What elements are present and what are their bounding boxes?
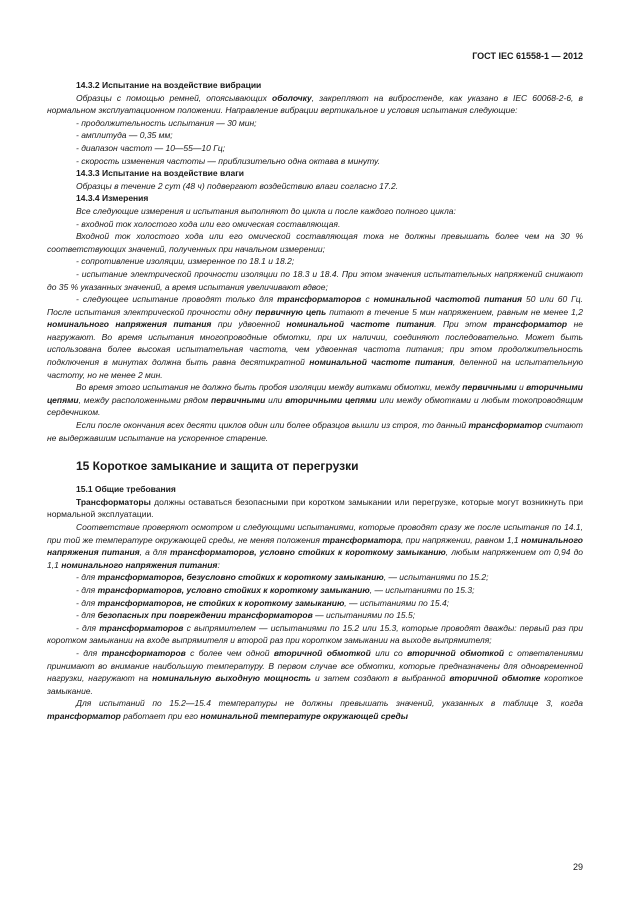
paragraph: - для безопасных при повреждении трансформаторов — испытаниями по 15.5; xyxy=(76,610,416,621)
body-text xyxy=(47,79,583,723)
subsection-heading: 14.3.4 Измерения xyxy=(76,193,149,204)
subsection-heading: 15.1 Общие требования xyxy=(76,484,176,495)
paragraph: - для трансформаторов, условно стойких к короткому замыканию, — испытаниями по 15.3; xyxy=(76,584,475,595)
paragraph: - сопротивление изоляции, измеренное по 18.1 и 18.2; xyxy=(76,256,295,267)
paragraph: - продолжительность испытания — 30 мин; xyxy=(76,117,257,128)
paragraph: - для трансформаторов с выпрямителем — испытаниями по 15.2 или 15.3, которые проводят дважды: первый раз при коротком замыкании на входе выпрямителя и второй раз при коротком замыкании на выходе выпрямителя; xyxy=(47,622,583,646)
paragraph: Во время этого испытания не должно быть пробоя изоляции между витками обмотки, между первичными и вторичными цепями, между расположенными рядом первичными или вторичными цепями или между обмотками и любым токопроводящим сердечником. xyxy=(47,382,583,418)
subsection-heading: 14.3.2 Испытание на воздействие вибрации xyxy=(76,80,262,90)
paragraph: - испытание электрической прочности изоляции по 18.3 и 18.4. При этом значения испытательных напряжений снижают до 35 % указанных значений, а время испытания увеличивают вдвое; xyxy=(47,268,583,292)
subsection-heading: 14.3.3 Испытание на воздействие влаги xyxy=(76,168,244,179)
page-number: 29 xyxy=(572,862,583,872)
paragraph: Все следующие измерения и испытания выполняют до цикла и после каждого полного цикла: xyxy=(76,205,456,216)
section-heading: 15 Короткое замыкание и защита от перегрузки xyxy=(76,459,359,474)
paragraph: Образцы с помощью ремней, опоясывающих оболочку, закрепляют на вибростенде, как указано в IEC 60068-2-6, в нормальном эксплуатационном положении. Направление вибрации вертикальное и условия испытания следующие: xyxy=(47,92,583,116)
paragraph: Трансформаторы должны оставаться безопасными при коротком замыкании или перегрузке, которые могут возникнуть при нормальной эксплуатации. xyxy=(47,496,583,520)
paragraph: Образцы в течение 2 сут (48 ч) подвергают воздействию влаги согласно 17.2. xyxy=(76,180,399,191)
paragraph: - скорость изменения частоты — приблизительно одна октава в минуту. xyxy=(76,155,381,166)
paragraph: - для трансформаторов с более чем одной вторичной обмоткой или со вторичной обмоткой с ответвлениями принимают во внимание наибольшую температуру. В первом случае все обмотки, которые предназначены для одновременной нагрузки, нагружают на номинальную выходную мощность и затем создают в выбранной вторичной обмотке короткое замыкание. xyxy=(47,647,584,696)
paragraph: - диапазон частот — 10—55—10 Гц; xyxy=(76,142,226,153)
paragraph: - входной ток холостого хода или его омическая составляющая. xyxy=(76,218,341,229)
paragraph: Если после окончания всех десяти циклов один или более образцов вышли из строя, то данный трансформатор считают не выдержавшим испытание на ускоренное старение. xyxy=(47,420,584,443)
paragraph: - для трансформаторов, безусловно стойких к короткому замыканию, — испытаниями по 15.2; xyxy=(76,572,489,583)
paragraph: Для испытаний по 15.2—15.4 температуры не должны превышать значений, указанных в таблице 3, когда трансформатор работает при его номинальной температуре окружающей среды xyxy=(47,698,583,721)
paragraph: - амплитуда — 0,35 мм; xyxy=(76,130,173,141)
running-header: ГОСТ IEC 61558-1 — 2012 xyxy=(472,51,583,61)
paragraph: Соответствие проверяют осмотром и следующими испытаниями, которые проводят сразу же после испытания по 14.1, при той же температуре окружающей среды, не меняя положения трансформатора, при напряжении, равном 1,1 номинального напряжения питания, а для трансформаторов, условно стойких к короткому замыканию, любым напряжением от 0,94 до 1,1 номинального напряжения питания: xyxy=(47,522,584,570)
paragraph: - для трансформаторов, не стойких к короткому замыканию, — испытаниями по 15.4; xyxy=(76,597,450,608)
paragraph: Входной ток холостого хода или его омической составляющая тока не должны превышать более чем на 30 % соответствующих значений, полученных при начальном измерении; xyxy=(47,231,583,254)
paragraph: - следующее испытание проводят только для трансформаторов с номинальной частотой питания 50 или 60 Гц. После испытания электрической прочности одну первичную цепь питают в течение 5 мин напряжением, равным не менее 1,2 номинального напряжения питания при удвоенной номинальной частоте питания. При этом трансформатор не нагружают. Во время испытания многопроводные обмотки, при их наличии, соединяют последовательно. Может быть использована более высокая испытательная частота, чем удвоенная частота питания; при этом продолжительность подключения в минутах должна быть равна десятикратной номинальной частоте питания, деленной на испытательную частоту, но не менее 2 мин. xyxy=(47,294,584,380)
